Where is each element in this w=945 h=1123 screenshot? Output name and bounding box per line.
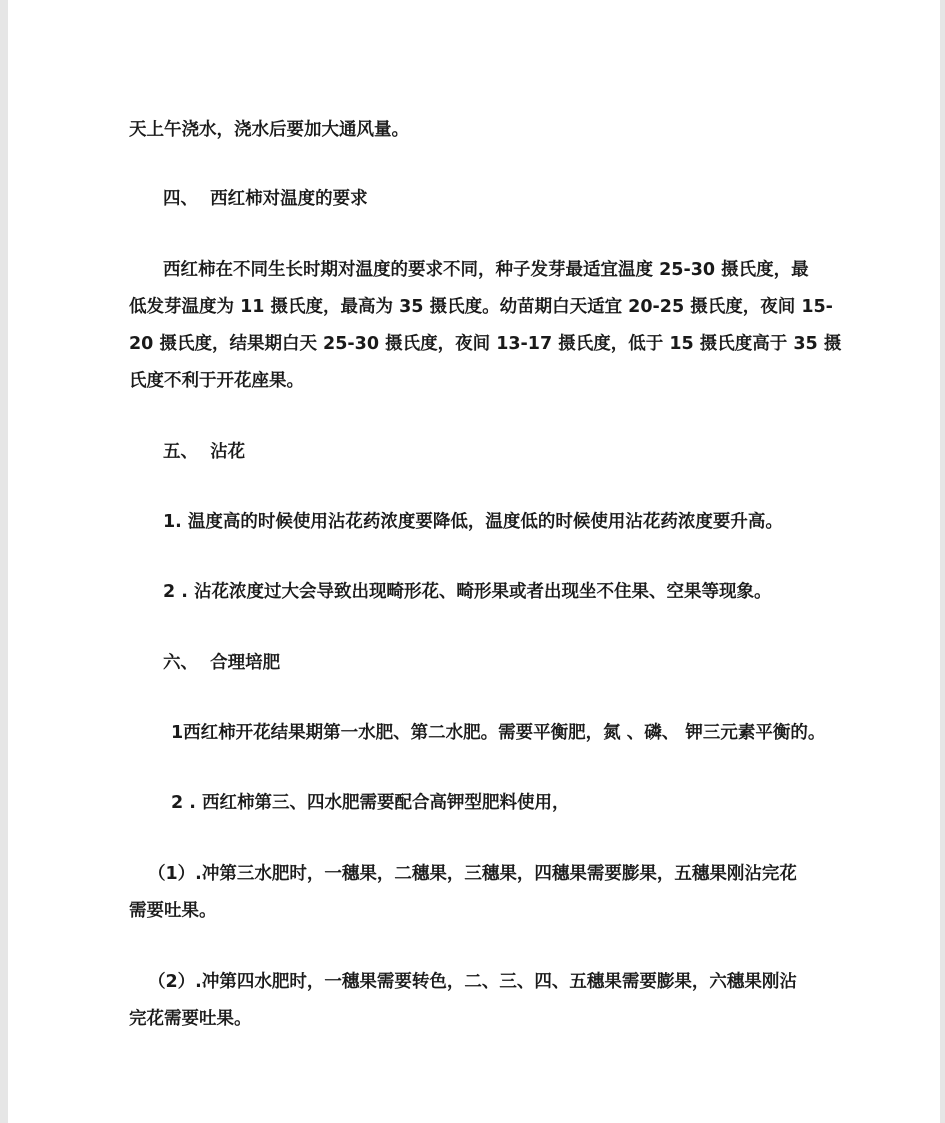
section-heading-flower-dipping: 五、 沾花 — [163, 442, 246, 462]
fertilizing-sub-2-line-1: （2）.冲第四水肥时，一穗果需要转色，二、三、四、五穗果需要膨果，六穗果刚沾 — [148, 972, 797, 992]
fertilizing-item-1: 1西红柿开花结果期第一水肥、第二水肥。需要平衡肥，氮 、磷、 钾三元素平衡的。 — [171, 723, 826, 743]
flower-dipping-item-2: 2 . 沾花浓度过大会导致出现畸形花、畸形果或者出现坐不住果、空果等现象。 — [163, 582, 772, 602]
fertilizing-sub-1-line-2: 需要吐果。 — [129, 901, 217, 921]
fertilizing-item-2: 2 . 西红柿第三、四水肥需要配合高钾型肥料使用， — [171, 793, 570, 813]
temperature-para-line-2: 低发芽温度为 11 摄氏度，最高为 35 摄氏度。幼苗期白天适宜 20-25 摄氏度，夜间 15- — [129, 297, 833, 317]
fertilizing-sub-1-line-1: （1）.冲第三水肥时，一穗果，二穗果，三穗果，四穗果需要膨果，五穗果刚沾完花 — [148, 864, 797, 884]
flower-dipping-item-1: 1. 温度高的时候使用沾花药浓度要降低，温度低的时候使用沾花药浓度要升高。 — [163, 512, 783, 532]
continuation-line: 天上午浇水，浇水后要加大通风量。 — [129, 120, 409, 140]
document-page — [8, 0, 940, 1123]
temperature-para-line-3: 20 摄氏度，结果期白天 25-30 摄氏度，夜间 13-17 摄氏度，低于 15 摄氏度高于 35 摄 — [129, 334, 842, 354]
section-heading-temperature: 四、 西红柿对温度的要求 — [163, 189, 368, 209]
section-heading-fertilizing: 六、 合理培肥 — [163, 653, 281, 673]
temperature-para-line-1: 西红柿在不同生长时期对温度的要求不同，种子发芽最适宜温度 25-30 摄氏度，最 — [163, 260, 809, 280]
temperature-para-line-4: 氏度不利于开花座果。 — [129, 371, 304, 391]
fertilizing-sub-2-line-2: 完花需要吐果。 — [129, 1009, 252, 1029]
